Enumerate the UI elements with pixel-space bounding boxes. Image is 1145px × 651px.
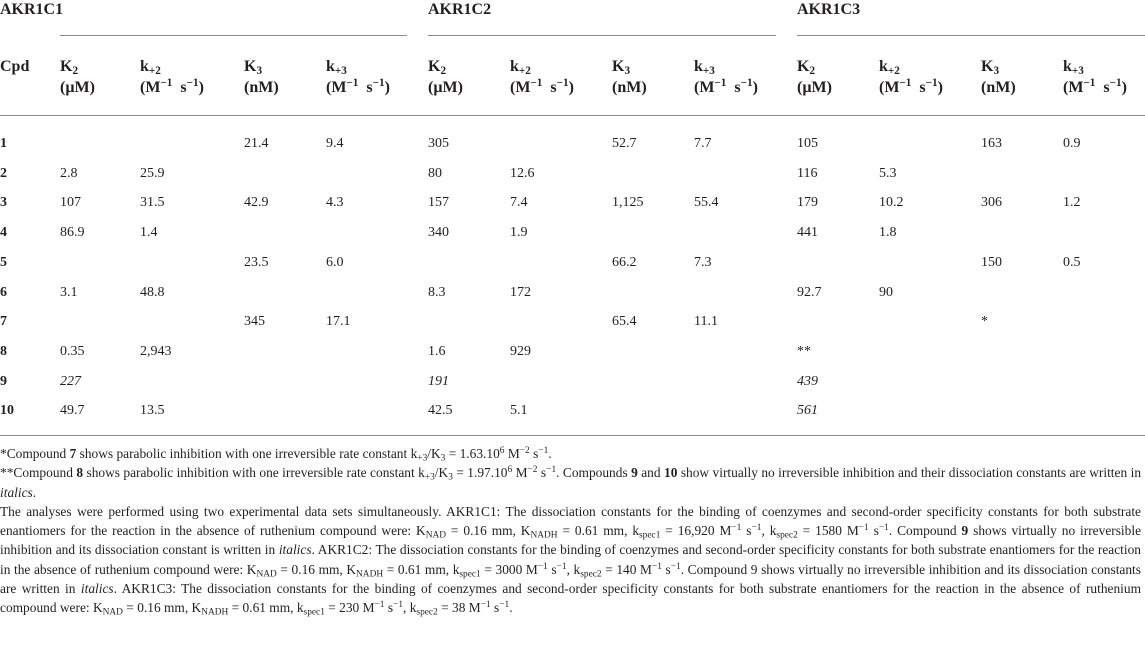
col-header-k2-akr1c2: $k_{+2}$ ($M^{-1}$ $s^{-1}$) [510,58,574,96]
table-cell: 7.4 [510,195,528,211]
col-header-k3-akr1c2: $k_{+3}$ ($M^{-1}$ $s^{-1}$) [694,58,758,96]
table-cell: 1.4 [140,225,158,241]
table-cell: 1.9 [510,225,528,241]
table-cell: 0.35 [60,343,85,359]
table-cell: 340 [428,225,449,241]
table-cell: 13.5 [140,403,165,419]
table-cell: 86.9 [60,225,85,241]
cpd-label: 3 [0,195,7,211]
table-cell: 3.1 [60,284,78,300]
table-cell: 561 [797,403,818,419]
table-cell: 441 [797,225,818,241]
table-cell: 439 [797,373,818,389]
table-cell: * [981,314,988,330]
table-cell: 55.4 [694,195,719,211]
table-cell: 11.1 [694,314,718,330]
table-cell: 105 [797,136,818,151]
table-cell: 90 [879,284,893,300]
table-cell: 929 [510,343,531,359]
table-cell: 2,943 [140,343,172,359]
col-header-k3-akr1c2: $K_3$ (nM) [612,58,647,96]
col-header-k2-akr1c3: $K_2$ (µM) [797,58,832,96]
col-header-cpd: Cpd [0,58,30,75]
table-cell: 49.7 [60,403,85,419]
table-footnotes [0,444,1141,618]
table-cell: 12.6 [510,165,535,181]
table-cell: ** [797,343,811,359]
cpd-label: 9 [0,373,7,389]
table-cell: 1.2 [1063,195,1081,211]
col-header-k3-akr1c1: $K_3$ (nM) [244,58,279,96]
table-cell: 25.9 [140,165,165,181]
cpd-label: 8 [0,343,7,359]
table-cell: 5.1 [510,403,528,419]
cpd-label: 10 [0,403,14,419]
table-cell: 172 [510,284,531,300]
col-header-k3-akr1c3: $K_3$ (nM) [981,58,1016,96]
enzyme-header-akr1c2: AKR1C2 [428,1,492,18]
table-bottom-rule [0,435,1145,436]
table-cell: 2.8 [60,165,78,181]
footnote-2: **Compound 8 shows parabolic inhibition with one irreversible rate constant $k_{+3}/K_3 = 1.97.10^6$ $M^{-2}$ $s^{-1}$. Compounds 9 and 10 show virtually no irreversible inhibition and their dissociation constants are written in italics. [0,465,1142,500]
table-cell: 305 [428,136,449,151]
table-cell: 6.0 [326,254,344,270]
table-cell: 163 [981,136,1002,151]
col-header-k3-akr1c1: $k_{+3}$ ($M^{-1}$ $s^{-1}$) [326,58,390,96]
enzyme-header-akr1c3: AKR1C3 [797,1,861,18]
table-cell: 1.8 [879,225,897,241]
table-cell: 80 [428,165,442,181]
table-cell: 107 [60,195,81,211]
col-header-k2-akr1c3: $k_{+2}$ ($M^{-1}$ $s^{-1}$) [879,58,943,96]
col-header-k2-akr1c1: $k_{+2}$ ($M^{-1}$ $s^{-1}$) [140,58,204,96]
col-header-k2-akr1c2: $K_2$ (µM) [428,58,463,96]
cpd-label: 1 [0,136,7,151]
table-cell: 17.1 [326,314,351,330]
footnote-1: *Compound 7 shows parabolic inhibition with one irreversible rate constant $k_{+3}/K_3 = 1.63.10^6$ $M^{-2}$ $s^{-1}$. [0,445,552,464]
header-rule [0,115,1145,116]
table-cell: 306 [981,195,1002,211]
table-cell: 150 [981,254,1002,270]
table-cell: 179 [797,195,818,211]
table-cell: 1.6 [428,343,446,359]
table-cell: 21.4 [244,136,269,151]
group-rule-akr1c3 [797,35,1145,36]
enzyme-header-akr1c1: AKR1C1 [0,1,64,18]
cpd-label: 6 [0,284,7,300]
table-cell: 31.5 [140,195,165,211]
table-cell: 116 [797,165,818,181]
table-cell: 345 [244,314,265,330]
table-cell: 52.7 [612,136,637,151]
table-cell: 4.3 [326,195,344,211]
table-cell: 10.2 [879,195,904,211]
table-cell: 23.5 [244,254,269,270]
table-cell: 92.7 [797,284,822,300]
table-cell: 42.9 [244,195,269,211]
table-cell: 66.2 [612,254,637,270]
cpd-label: 7 [0,314,7,330]
table-cell: 42.5 [428,403,453,419]
table-cell: 9.4 [326,136,344,151]
table-cell: 0.9 [1063,136,1081,151]
table-cell: 8.3 [428,284,446,300]
table-cell: 157 [428,195,449,211]
table-cell: 65.4 [612,314,637,330]
footnote-3: The analyses were performed using two experimental data sets simultaneously. AKR1C1: The dissociation constants for the binding of coenzymes and second-order specificity constants for both substrate enantiomers for the reaction in the absence of ruthenium compound were: $K_{NAD} = 0.16$ mm, $K_{NADH} = 0.61$ mm, $k_{spec1} = 16,920$ $M^{-1}$ $s^{-1}$, $k_{spec2} = 1580$ $M^{-1}$ $s^{-1}$. Compound 9 shows virtually no irreversible inhibition and its dissociation constant is written in italics. AKR1C2: The dissociation constants for the binding of coenzymes and second-order specificity constants for both substrate enantiomers for the reaction in the absence of ruthenium compound were: $K_{NAD} = 0.16$ mm, $K_{NADH} = 0.61$ mm, $k_{spec1} = 3000$ $M^{-1}$ $s^{-1}$, $k_{spec2} = 140$ $M^{-1}$ $s^{-1}$. Compound 9 shows virtually no irreversible inhibition and its dissociation constants are written in italics. AKR1C3: The dissociation constants for the binding of coenzymes and second-order specificity constants for both substrate enantiomers for the reaction in the absence of ruthenium compound were: $K_{NAD} = 0.16$ mm, $K_{NADH} = 0.61$ mm, $k_{spec1} = 230$ $M^{-1}$ $s^{-1}$, $k_{spec2} = 38$ $M^{-1}$ $s^{-1}$. [0,503,1142,618]
col-header-k2-akr1c1: $K_2$ (µM) [60,58,95,96]
group-rule-akr1c1 [60,35,407,36]
table-cell: 227 [60,373,81,389]
table-cell: 1,125 [612,195,644,211]
group-rule-akr1c2 [428,35,776,36]
cpd-label: 4 [0,225,7,241]
table-cell: 7.3 [694,254,712,270]
table-cell: 5.3 [879,165,897,181]
cpd-label: 5 [0,254,7,270]
table-cell: 48.8 [140,284,165,300]
col-header-k3-akr1c3: $k_{+3}$ ($M^{-1}$ $s^{-1}$) [1063,58,1127,96]
cpd-label: 2 [0,165,7,181]
table-cell: 191 [428,373,449,389]
table-cell: 7.7 [694,136,712,151]
table-cell: 0.5 [1063,254,1081,270]
